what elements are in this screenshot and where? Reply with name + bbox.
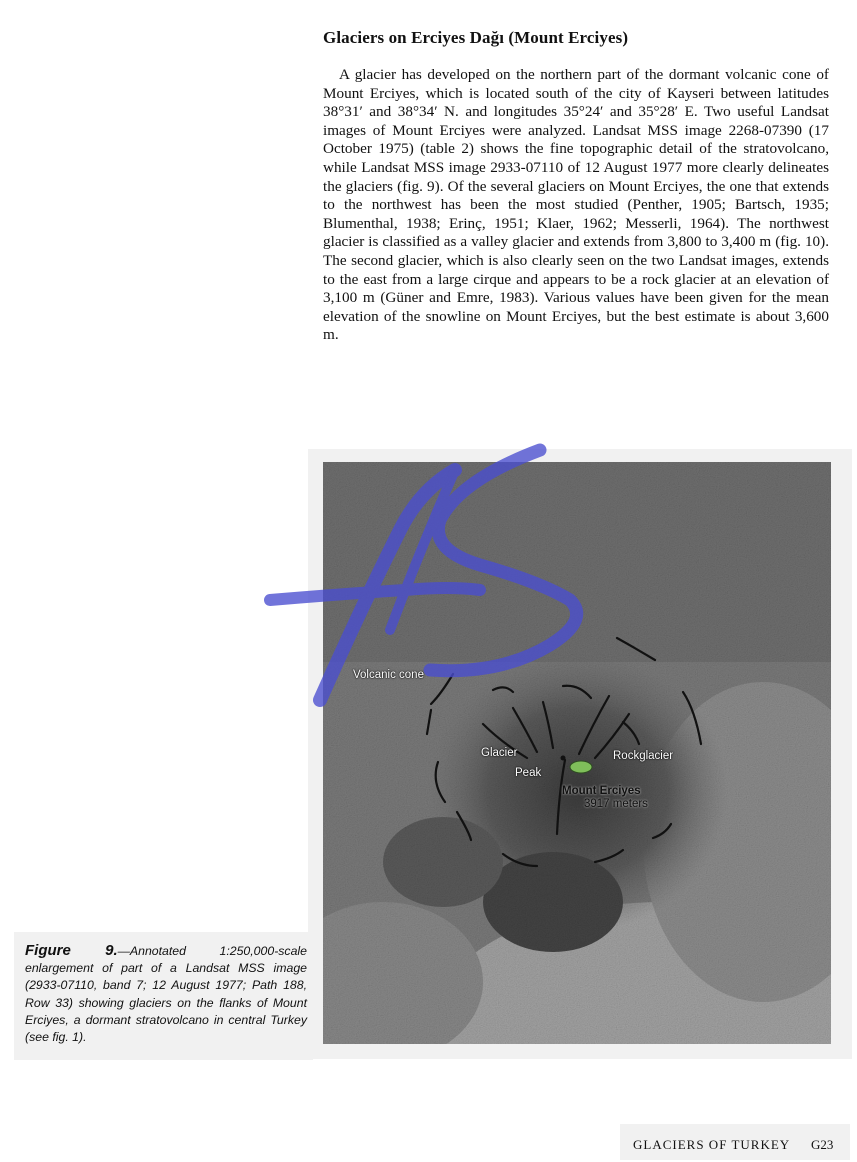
elevation-label: 3917 meters	[584, 798, 648, 810]
caption-text: —Annotated 1:250,000-scale enlargement of part of a Landsat MSS image (2933-07110, band 7; 12 August 1977; Path 188, Row 33) showing glaciers on the flanks of Mount Erciyes, a dormant stratovolcano in central Turkey (see fig. 1).	[25, 944, 307, 1045]
volcanic-cone-label: Volcanic cone	[353, 669, 424, 681]
peak-label: Peak	[515, 767, 542, 779]
glacier-label: Glacier	[481, 747, 518, 759]
rockglacier-label: Rockglacier	[613, 750, 674, 762]
figure-caption	[25, 942, 307, 1046]
running-title: GLACIERS OF TURKEY	[633, 1137, 791, 1152]
landsat-image	[323, 462, 831, 1044]
body-paragraph: A glacier has developed on the northern part of the dormant volcanic cone of Mount Erciyes, which is located south of the city of Kayseri between latitudes 38°31′ and 38°34′ N. and longitudes 35°24′ and 35°28′ E. Two useful Landsat images of Mount Erciyes were analyzed. Landsat MSS image 2268-07390 (17 October 1975) (table 2) shows the fine topographic detail of the stratovolcano, while Landsat MSS image 2933-07110 of 12 August 1977 more clearly delineates the glaciers (fig. 9). Of the several glaciers on Mount Erciyes, the one that extends to the northwest has been the most studied (Penther, 1905; Bartsch, 1935; Blumenthal, 1938; Erinç, 1951; Klaer, 1962; Messerli, 1964). The northwest glacier is classified as a valley glacier and extends from 3,800 to 3,400 m (fig. 10). The second glacier, which is also clearly seen on the two Landsat images, extends to the east from a large cirque and appears to be a rock glacier at an elevation of 3,100 m (Güner and Emre, 1983). Various values have been given for the mean elevation of the snowline on Mount Erciyes, but the best estimate is about 3,600 m.	[323, 66, 829, 344]
page-number: G23	[811, 1137, 834, 1152]
section-heading: Glaciers on Erciyes Dağı (Mount Erciyes)	[323, 28, 629, 47]
figure-label: Figure 9.	[25, 942, 118, 959]
mountain-name-label: Mount Erciyes	[562, 785, 641, 797]
